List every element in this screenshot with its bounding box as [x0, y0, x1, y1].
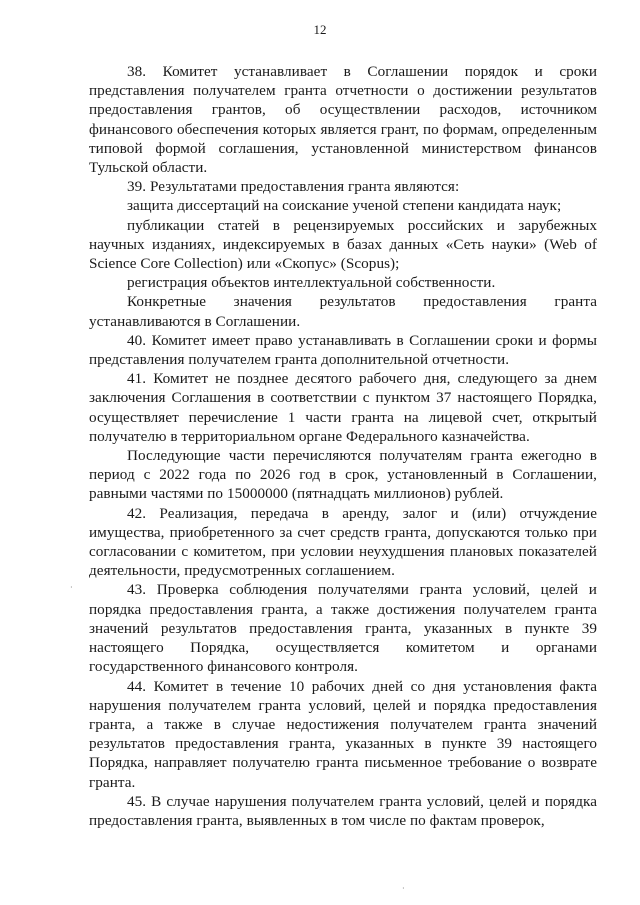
paragraph-41: 41. Комитет не позднее десятого рабочего дня, следующего за днем заключения Соглашения в соответствии с пунктом 37 настоящего Порядка, осуществляет перечисление 1 части гранта на лицевой счет, открытый получателю в территориальном органе Федерального казначейства.	[89, 370, 597, 445]
paragraph-39-values-note: Конкретные значения результатов предоставления гранта устанавливаются в Соглашении.	[89, 293, 597, 330]
paragraph-40: 40. Комитет имеет право устанавливать в Соглашении сроки и формы представления получателем гранта дополнительной отчетности.	[89, 331, 597, 369]
scan-dot-bottom: ·	[402, 884, 405, 893]
paragraph-39: 39. Результатами предоставления гранта являются:	[127, 178, 460, 196]
paragraph-38: 38. Комитет устанавливает в Соглашении порядок и сроки представления получателем гранта отчетности о достижении результатов предоставления грантов, об осуществлении расходов, источником финансового обеспечения которых является грант, по формам, определенным типовой формой соглашения, установленной министерством финансов Тульской области.	[89, 63, 597, 177]
paragraph-41-subsequent-parts: Последующие части перечисляются получателям гранта ежегодно в период с 2022 года по 2026 год в срок, установленный в Соглашении, равными частями по 15000000 (пятнадцать миллионов) рублей.	[89, 447, 597, 503]
paragraph-43: 43. Проверка соблюдения получателями гранта условий, целей и порядка предоставления гранта, а также достижения получателем гранта значений результатов предоставления гранта, указанных в пункте 39 настоящего Порядка, осуществляется комитетом и органами государственного финансового контроля.	[89, 581, 597, 676]
page-number: 12	[313, 22, 327, 37]
paragraph-45: 45. В случае нарушения получателем гранта условий, целей и порядка предоставления гранта, выявленных в том числе по фактам проверок,	[89, 792, 597, 829]
document-body	[89, 62, 597, 830]
scan-dot-left: ·	[70, 583, 73, 592]
paragraph-42: 42. Реализация, передача в аренду, залог и (или) отчуждение имущества, приобретенного за счет средств гранта, допускаются только при согласовании с комитетом, при условии неухудшения плановых показателей деятельности, предусмотренных соглашением.	[89, 504, 597, 580]
paragraph-44: 44. Комитет в течение 10 рабочих дней со дня установления факта нарушения получателем гранта условий, целей и порядка предоставления гранта, а также в случае недостижения получателем гранта значений результатов предоставления гранта, указанных в пункте 39 настоящего Порядка, направляет получателю гранта письменное требование о возврате гранта.	[89, 677, 597, 791]
paragraph-39-item-ip-registration: регистрация объектов интеллектуальной собственности.	[127, 274, 496, 292]
paragraph-39-item-dissertations: защита диссертаций на соискание ученой степени кандидата наук;	[127, 197, 562, 215]
paragraph-39-item-publications: публикации статей в рецензируемых российских и зарубежных научных изданиях, индексируемых в базах данных «Сеть науки» (Web of Science Core Collection) или «Скопус» (Scopus);	[89, 216, 597, 273]
